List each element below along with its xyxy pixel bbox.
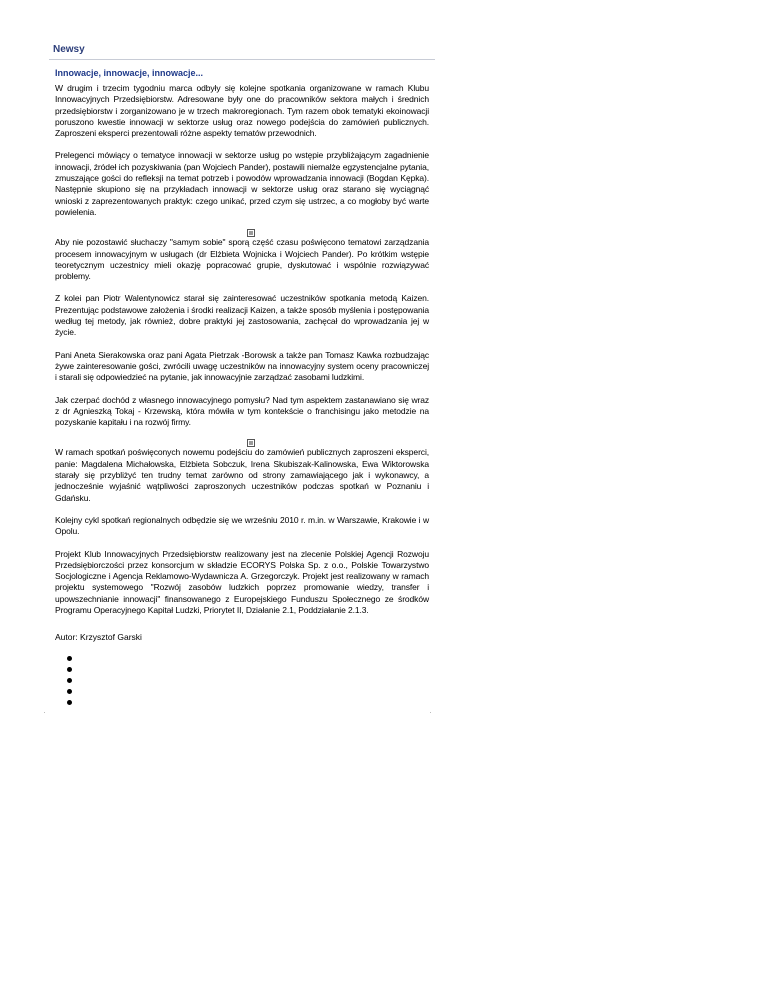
bullet-list-item (67, 664, 429, 675)
article-paragraph-7: W ramach spotkań poświęconych nowemu podejściu do zamówień publicznych zaproszeni eksperci, panie: Magdalena Michałowska, Elżbieta Sobczuk, Irena Skubiszak-Kalinowska, Ewa Wiktorowska starały się przybliżyć ten trudny temat zarówno od strony zamawiającego jak i wykonawcy, a jednocześnie wyjaśnić wątpliwości zaproszonych uczestników podczas spotkań w Poznaniu i Gdańsku. (55, 447, 429, 503)
empty-bullet-list (55, 653, 429, 708)
article-paragraph-6: Jak czerpać dochód z własnego innowacyjnego pomysłu? Nad tym aspektem zastanawiano się wraz z dr Agnieszką Tokaj - Krzewską, która mówiła w tym kontekście o franchisingu jako metodzie na pozyskanie kapitału i na rozwój firmy. (55, 394, 429, 428)
corner-marker (44, 712, 45, 713)
article-paragraph-9: Projekt Klub Innowacyjnych Przedsiębiorstw realizowany jest na zlecenie Polskiej Agencji Rozwoju Przedsiębiorczości przez konsorcjum w składzie ECORYS Polska Sp. z o.o., Polskie Towarzystwo Socjologiczne i Agencja Reklamowo-Wydawnicza A. Grzegorczyk. Projekt jest realizowany w ramach projektu systemowego "Rozwój zasobów ludzkich poprzez promowanie wiedzy, transfer i upowszechnianie innowacji" finansowanego z Europejskiego Funduszu Społecznego ze środków Programu Operacyjnego Kapitał Ludzki, Priorytet II, Działanie 2.1, Poddziałanie 2.1.3. (55, 548, 429, 615)
section-header (49, 43, 435, 60)
broken-image-icon (247, 439, 255, 447)
article-paragraph-8: Kolejny cykl spotkań regionalnych odbędzie się we wrześniu 2010 r. m.in. w Warszawie, Krakowie i w Opolu. (55, 514, 429, 537)
section-title: Newsy (53, 44, 85, 55)
corner-marker (430, 712, 431, 713)
article-paragraph-1: W drugim i trzecim tygodniu marca odbyły się kolejne spotkania organizowane w ramach Klubu Innowacyjnych Przedsiębiorstw. Adresowane były one do pracowników sektora małych i średnich przedsiębiorstw i zorganizowano je w trzech makroregionach. Tym razem obok tematyki ekoinowacji poruszono kwestie innowacji w sektorze usług oraz nowego podejścia do zamówień publicznych. Zaproszeni eksperci prezentowali różne aspekty tematów przewodnich. (55, 83, 429, 139)
news-article (55, 67, 429, 708)
article-author: Autor: Krzysztof Garski (55, 632, 142, 643)
article-paragraph-5: Pani Aneta Sierakowska oraz pani Agata Pietrzak -Borowsk a także pan Tomasz Kawka rozbudzając żywe zainteresowanie gości, zwrócili uwagę uczestników na innowacyjny system oceny pracowniczej i starali się odpowiedzieć na pytanie, jak innowacyjnie zarządzać zasobami ludzkimi. (55, 349, 429, 383)
article-title[interactable]: Innowacje, innowacje, innowacje... (55, 68, 204, 78)
broken-image-icon (247, 229, 255, 237)
bullet-list-item (67, 686, 429, 697)
bullet-list-item (67, 653, 429, 664)
article-paragraph-2: Prelegenci mówiący o tematyce innowacji w sektorze usług po wstępie przybliżającym zagadnienie innowacji, źródeł ich pozyskiwania (pan Wojciech Pander), postawili niemalże egzystencjalne pytania, zmuszające gości do refleksji na temat potrzeb i powodów wprowadzania innowacji (Bogdan Kępka). Następnie skupiono się na przykładach innowacji w sektorze usług oraz starano się wyciągnąć wnioski z zaprezentowanych praktyk: czego unikać, przed czym się ustrzec, a co mogłoby być warte powielenia. (55, 150, 429, 217)
article-paragraph-4: Z kolei pan Piotr Walentynowicz starał się zainteresować uczestników spotkania metodą Kaizen. Prezentując podstawowe założenia i środki realizacji Kaizen, a także sposób myślenia i postępowania według tej metody, jak również, dobre praktyki jej zastosowania, zachęcał do wprowadzania jej w życie. (55, 293, 429, 338)
article-paragraph-3: Aby nie pozostawić słuchaczy "samym sobie" sporą część czasu poświęcono tematowi zarządzania procesem innowacyjnym w usługach (dr Elżbieta Wojnicka i Wojciech Pander). Po krótkim wstępie teoretycznym uczestnicy mieli okazję popracować grupie, dyskutować i wspólnie rozwiązywać problemy. (55, 237, 429, 282)
bullet-list-item (67, 697, 429, 708)
bullet-list-item (67, 675, 429, 686)
